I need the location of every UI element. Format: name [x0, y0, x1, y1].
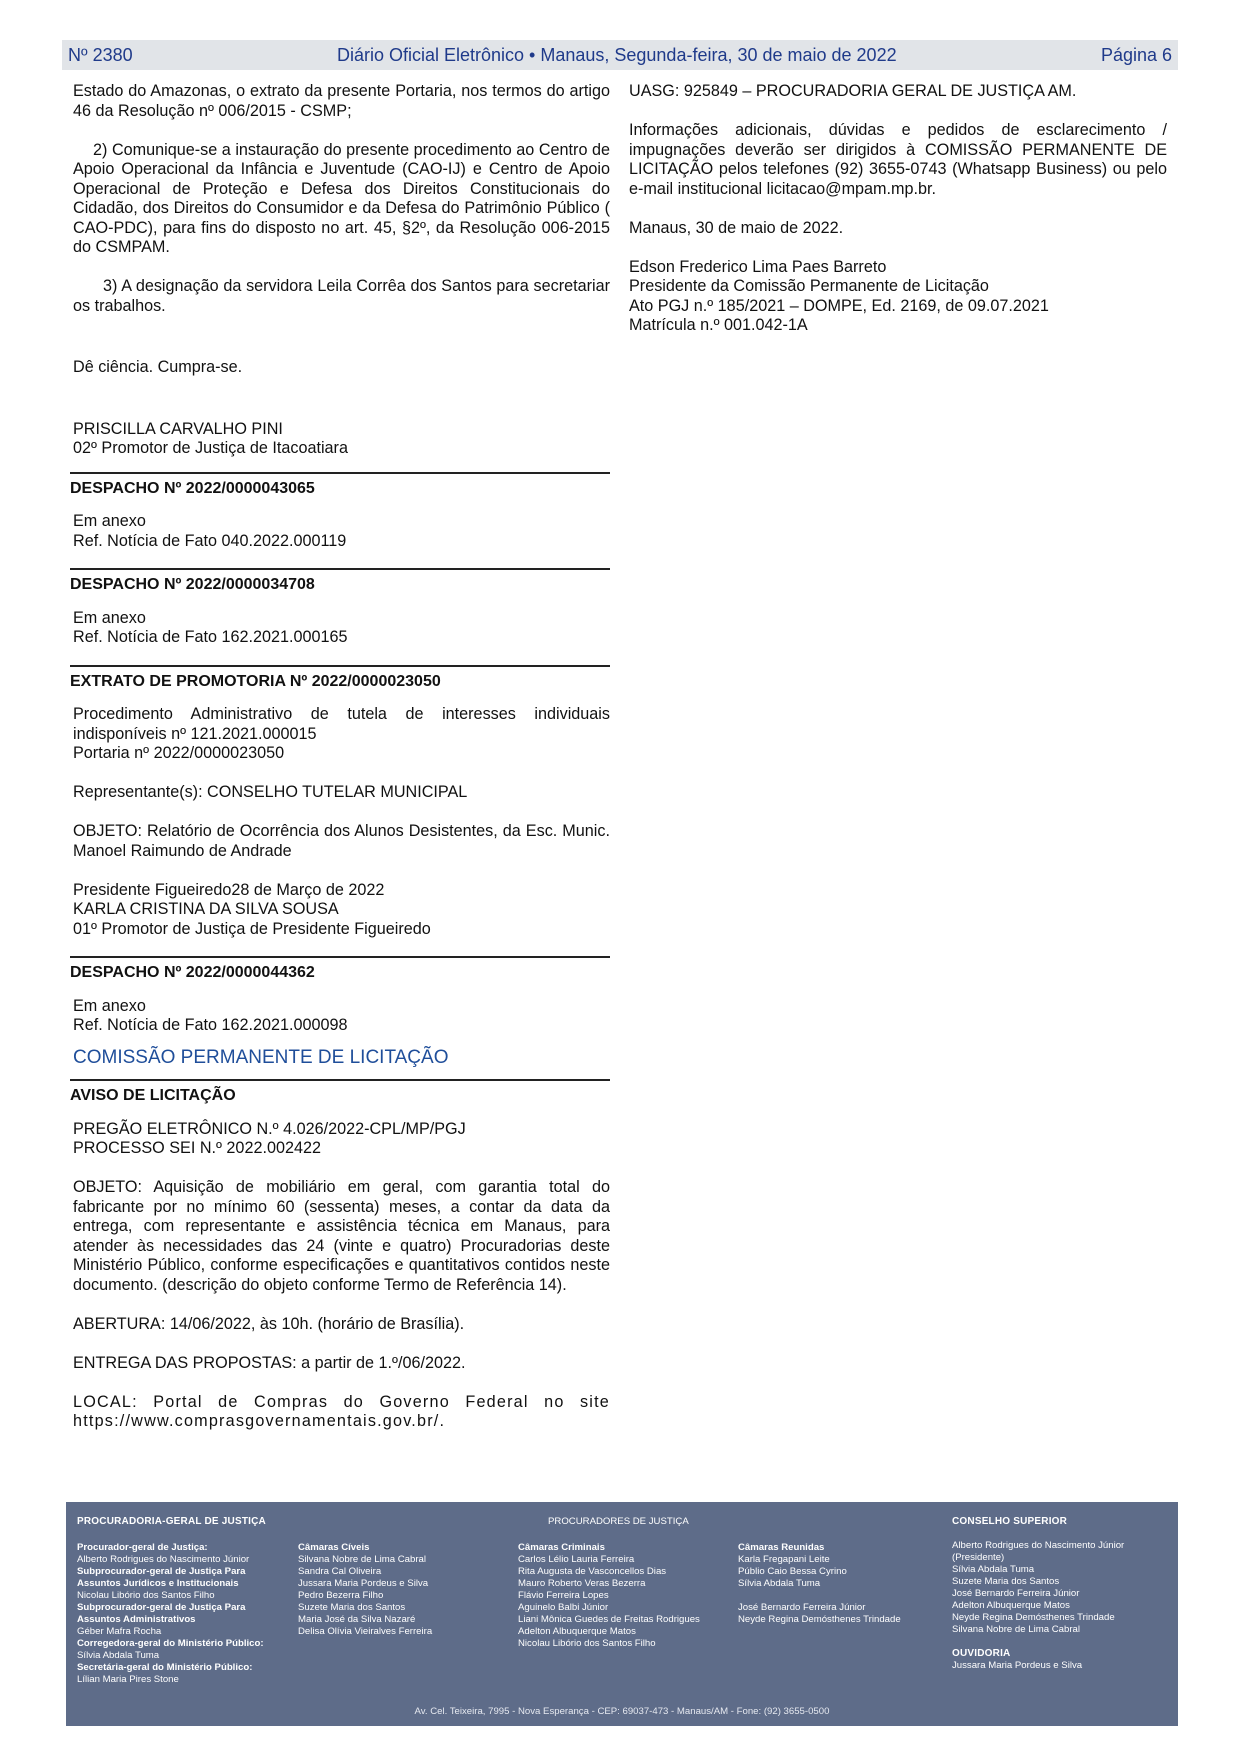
- footer-name-item: Suzete Maria dos Santos: [298, 1602, 406, 1613]
- footer-name-item: Pedro Bezerra Filho: [298, 1590, 384, 1601]
- page-footer: [66, 1502, 1178, 1726]
- extrato-title: EXTRATO DE PROMOTORIA Nº 2022/0000023050: [70, 672, 441, 690]
- footer-name-item: Alberto Rodrigues do Nascimento Júnior: [952, 1540, 1125, 1551]
- civeis-heading: Câmaras Cíveis: [298, 1542, 370, 1553]
- signer-name: Edson Frederico Lima Paes Barreto: [629, 257, 887, 276]
- item-2-paragraph: 2) Comunique-se a instauração do presente procedimento ao Centro de Apoio Operacional da Infância e Juventude (CAO-IJ) e Centro de Apoio Operacional de Proteção e Defesa dos Direitos Constitucionais do Cidadão, dos Direitos do Consumidor e da Defesa do Patrimônio Público ( CAO-PDC), para fins do disposto no art. 45, §2º, da Resolução 006-2015 do CSMPAM.: [73, 140, 610, 256]
- reunidas-list: [738, 1554, 948, 1590]
- aviso-title: AVISO DE LICITAÇÃO: [70, 1087, 236, 1104]
- despacho-1-line-2: Ref. Notícia de Fato 040.2022.000119: [73, 531, 347, 550]
- footer-name-item: Subprocurador-geral de Justiça Para: [77, 1566, 246, 1577]
- aviso-entrega: ENTREGA DAS PROPOSTAS: a partir de 1.º/06/2022.: [73, 1353, 466, 1372]
- footer-name-item: Corregedora-geral do Ministério Público:: [77, 1638, 264, 1649]
- footer-name-item: Liani Mônica Guedes de Freitas Rodrigues: [518, 1614, 700, 1625]
- footer-name-item: Públio Caio Bessa Cyrino: [738, 1566, 847, 1577]
- extrato-date: Presidente Figueiredo28 de Março de 2022: [73, 880, 385, 899]
- footer-name-item: Neyde Regina Demósthenes Trindade: [952, 1612, 1115, 1623]
- footer-civeis: [298, 1542, 498, 1638]
- extrato-signer-name: KARLA CRISTINA DA SILVA SOUSA: [73, 900, 339, 918]
- extrato-proc-line: Procedimento Administrativo de tutela de interesses individuais indisponíveis nº 121.2021.000015: [73, 705, 610, 743]
- right-column: [629, 82, 1167, 355]
- edition-number: Nº 2380: [68, 44, 133, 65]
- section-divider: [70, 956, 610, 958]
- extrato-procedimento: [73, 705, 610, 764]
- footer-pgj-heading: PROCURADORIA-GERAL DE JUSTIÇA: [77, 1516, 266, 1527]
- footer-name-item: Flávio Ferreira Lopes: [518, 1590, 609, 1601]
- despacho-1-line-1: Em anexo: [73, 512, 146, 530]
- extrato-signer-role: 01º Promotor de Justiça de Presidente Figueiredo: [73, 919, 431, 938]
- footer-name-item: Assuntos Administrativos: [77, 1614, 196, 1625]
- ouvidoria-heading: OUVIDORIA: [952, 1648, 1011, 1659]
- footer-name-item: Secretária-geral do Ministério Público:: [77, 1662, 253, 1673]
- footer-name-item: Mauro Roberto Veras Bezerra: [518, 1578, 646, 1589]
- left-column: [70, 82, 610, 1451]
- footer-name-item: Delisa Olívia Vieiralves Ferreira: [298, 1626, 433, 1637]
- footer-conselho: [952, 1516, 1172, 1672]
- intro-paragraph: Estado do Amazonas, o extrato da presente Portaria, nos termos do artigo 46 da Resolução nº 006/2015 - CSMP;: [73, 82, 610, 120]
- conselho-list: [952, 1540, 1172, 1636]
- ouvidoria-name: Jussara Maria Pordeus e Silva: [952, 1660, 1083, 1671]
- despacho-2-title: DESPACHO Nº 2022/0000034708: [70, 576, 315, 593]
- despacho-3-title: DESPACHO Nº 2022/0000044362: [70, 964, 315, 981]
- footer-name-item: Rita Augusta de Vasconcellos Dias: [518, 1566, 667, 1577]
- footer-name-item: Carlos Lélio Lauria Ferreira: [518, 1554, 635, 1565]
- footer-name-item: José Bernardo Ferreira Júnior: [952, 1588, 1080, 1599]
- footer-name-item: Alberto Rodrigues do Nascimento Júnior: [77, 1554, 250, 1565]
- signer-role: 02º Promotor de Justiça de Itacoatiara: [73, 439, 348, 457]
- signature-block-2: [629, 258, 1167, 336]
- reunidas-heading: Câmaras Reunidas: [738, 1542, 825, 1553]
- aviso-pregao: [73, 1120, 610, 1159]
- despacho-1-body: [73, 512, 610, 551]
- section-divider: [70, 472, 610, 474]
- footer-reunidas: [738, 1542, 948, 1626]
- footer-pgj-list: [77, 1542, 277, 1686]
- signer-ato: Ato PGJ n.º 185/2021 – DOMPE, Ed. 2169, de 09.07.2021: [629, 296, 1049, 315]
- signature-block-1: [73, 420, 610, 459]
- footer-name-item: Sílvia Abdala Tuma: [738, 1578, 821, 1589]
- extrato-signature: [73, 881, 610, 940]
- pregao-line: PREGÃO ELETRÔNICO N.º 4.026/2022-CPL/MP/PGJ: [73, 1119, 466, 1138]
- extrato-objeto: OBJETO: Relatório de Ocorrência dos Alunos Desistentes, da Esc. Munic. Manoel Raimundo de Andrade: [73, 822, 610, 860]
- despacho-2-line-1: Em anexo: [73, 608, 146, 627]
- page-header: [62, 40, 1178, 70]
- date-line: Manaus, 30 de maio de 2022.: [629, 218, 844, 237]
- footer-name-item: Silvana Nobre de Lima Cabral: [952, 1624, 1080, 1635]
- footer-name-item: (Presidente): [952, 1552, 1005, 1563]
- signer-matricula: Matrícula n.º 001.042-1A: [629, 316, 808, 334]
- footer-name-item: Karla Fregapani Leite: [738, 1554, 830, 1565]
- civeis-list: [298, 1554, 498, 1638]
- extrato-representante: Representante(s): CONSELHO TUTELAR MUNICIPAL: [73, 783, 468, 801]
- despacho-3-line-1: Em anexo: [73, 996, 146, 1015]
- extrato-portaria-line: Portaria nº 2022/0000023050: [73, 744, 285, 762]
- closing-paragraph: Dê ciência. Cumpra-se.: [73, 358, 243, 376]
- footer-name-item: Adelton Albuquerque Matos: [518, 1626, 636, 1637]
- footer-name-item: Subprocurador-geral de Justiça Para: [77, 1602, 246, 1613]
- info-paragraph: Informações adicionais, dúvidas e pedidos de esclarecimento / impugnações deverão ser dirigidos à COMISSÃO PERMANENTE DE LICITAÇÃO pelos telefones (92) 3655-0743 (Whatsapp Business) ou pelo e-mail institucional licitacao@mpam.mp.br.: [629, 121, 1167, 198]
- signer-role: Presidente da Comissão Permanente de Licitação: [629, 277, 989, 295]
- footer-name-item: Géber Mafra Rocha: [77, 1626, 162, 1637]
- conselho-heading: CONSELHO SUPERIOR: [952, 1516, 1068, 1527]
- reunidas-list-2: [738, 1602, 948, 1626]
- footer-name-item: Lílian Maria Pires Stone: [77, 1674, 179, 1685]
- footer-name-item: Neyde Regina Demósthenes Trindade: [738, 1614, 901, 1625]
- footer-name-item: Sílvia Abdala Tuma: [952, 1564, 1035, 1575]
- footer-name-item: Sandra Cal Oliveira: [298, 1566, 382, 1577]
- despacho-2-line-2: Ref. Notícia de Fato 162.2021.000165: [73, 628, 348, 646]
- section-divider: [70, 568, 610, 570]
- footer-name-item: Aguinelo Balbi Júnior: [518, 1602, 609, 1613]
- footer-name-item: Nicolau Libório dos Santos Filho: [518, 1638, 656, 1649]
- footer-procuradores-heading: PROCURADORES DE JUSTIÇA: [548, 1516, 689, 1527]
- footer-name-item: Assuntos Jurídicos e Institucionais: [77, 1578, 239, 1589]
- section-divider: [70, 1079, 610, 1081]
- footer-pgj: [77, 1516, 277, 1686]
- footer-name-item: Nicolau Libório dos Santos Filho: [77, 1590, 215, 1601]
- criminais-list: [518, 1554, 728, 1650]
- footer-name-item: Maria José da Silva Nazaré: [298, 1614, 416, 1625]
- aviso-objeto: OBJETO: Aquisição de mobiliário em geral, com garantia total do fabricante por no mínimo 60 (sessenta) meses, a contar da data da entrega, com representante e assistência técnica em Manaus, para atender às necessidades das 24 (vinte e quatro) Procuradorias deste Ministério Público, conforme especificações e quantitativos contidos neste documento. (descrição do objeto conforme Termo de Referência 14).: [73, 1178, 610, 1294]
- uasg-line: UASG: 925849 – PROCURADORIA GERAL DE JUSTIÇA AM.: [629, 82, 1077, 100]
- criminais-heading: Câmaras Criminais: [518, 1542, 605, 1553]
- footer-criminais: [518, 1542, 728, 1650]
- footer-name-item: Sílvia Abdala Tuma: [77, 1650, 160, 1661]
- footer-name-item: Jussara Maria Pordeus e Silva: [298, 1578, 429, 1589]
- aviso-local: LOCAL: Portal de Compras do Governo Federal no site https://www.comprasgovernamentais.gov.br/.: [73, 1392, 610, 1430]
- despacho-2-body: [73, 609, 610, 648]
- footer-name-item: Silvana Nobre de Lima Cabral: [298, 1554, 426, 1565]
- aviso-abertura: ABERTURA: 14/06/2022, às 10h. (horário de Brasília).: [73, 1314, 465, 1333]
- footer-name-item: José Bernardo Ferreira Júnior: [738, 1602, 866, 1613]
- despacho-1-title: DESPACHO Nº 2022/0000043065: [70, 479, 315, 497]
- footer-address: Av. Cel. Teixeira, 7995 - Nova Esperança - CEP: 69037-473 - Manaus/AM - Fone: (92) 3655-0500: [414, 1706, 830, 1717]
- footer-name-item: Procurador-geral de Justiça:: [77, 1542, 208, 1553]
- despacho-3-body: [73, 997, 610, 1036]
- section-divider: [70, 665, 610, 667]
- processo-line: PROCESSO SEI N.º 2022.002422: [73, 1139, 321, 1157]
- signer-name: PRISCILLA CARVALHO PINI: [73, 419, 283, 438]
- despacho-3-line-2: Ref. Notícia de Fato 162.2021.000098: [73, 1016, 348, 1034]
- item-3-paragraph: 3) A designação da servidora Leila Corrêa dos Santos para secretariar os trabalhos.: [73, 277, 610, 315]
- footer-name-item: Suzete Maria dos Santos: [952, 1576, 1060, 1587]
- page-number: Página 6: [1100, 44, 1172, 65]
- footer-name-item: Adelton Albuquerque Matos: [952, 1600, 1070, 1611]
- header-title: Diário Oficial Eletrônico • Manaus, Segunda-feira, 30 de maio de 2022: [336, 44, 897, 65]
- comissao-heading: COMISSÃO PERMANENTE DE LICITAÇÃO: [73, 1046, 449, 1068]
